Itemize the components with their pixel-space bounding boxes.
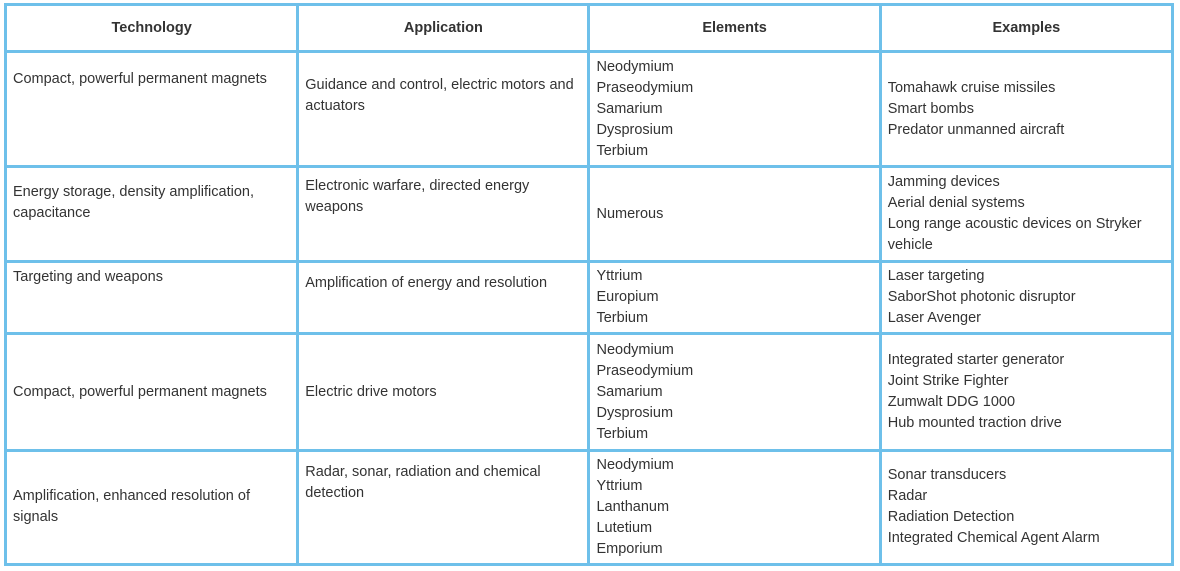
header-elements: Elements [589,5,880,52]
example-item: Aerial denial systems [887,195,1025,212]
table-row [6,262,1173,334]
example-item: Hub mounted traction drive [887,415,1062,432]
example-item: Laser targeting [887,268,985,285]
element-item: Neodymium [596,456,674,473]
example-item: Laser Avenger [887,310,981,327]
technology-text: Targeting and weapons [13,269,163,286]
table-row [6,450,1173,564]
application-text: Amplification of energy and resolution [305,275,548,292]
element-item: Praseodymium [596,79,694,96]
application-cell [298,167,589,262]
element-item: Praseodymium [596,362,694,379]
examples-cell [880,262,1172,334]
technology-text: Compact, powerful permanent magnets [13,71,267,87]
example-item: Zumwalt DDG 1000 [887,394,1016,411]
element-item: Yttrium [596,477,643,494]
element-item: Numerous [596,205,664,222]
table-row [6,334,1173,450]
header-technology: Technology [6,5,298,52]
table-row [6,52,1173,167]
example-item: Integrated starter generator [887,352,1065,369]
header-application: Application [298,5,589,52]
header-examples: Examples [880,5,1172,52]
element-item: Terbium [596,142,649,159]
technology-text: Amplification, enhanced resolution of signals [13,488,250,526]
technology-text: Compact, powerful permanent magnets [13,383,267,400]
element-item: Emporium [596,540,663,557]
examples-cell [880,52,1172,167]
application-text: Guidance and control, electric motors and actuators [305,77,574,114]
element-item: Dysprosium [596,404,674,421]
technology-cell [6,334,298,450]
elements-cell [589,167,880,262]
examples-cell [880,450,1172,564]
element-item: Neodymium [596,341,674,358]
examples-cell [880,334,1172,450]
application-cell [298,52,589,167]
example-item: Radar [887,488,928,505]
element-item: Lutetium [596,519,653,536]
technology-cell [6,262,298,334]
example-item: SaborShot photonic disruptor [887,289,1076,306]
example-item: Radiation Detection [887,509,1015,526]
element-item: Samarium [596,100,663,117]
example-item: Jamming devices [887,174,1000,191]
elements-cell [589,262,880,334]
elements-cell [589,334,880,450]
element-item: Samarium [596,383,663,400]
rare-earth-table [4,3,1174,566]
element-item: Lanthanum [596,498,670,515]
table-header-row [6,5,1173,52]
element-item: Terbium [596,425,649,442]
example-item: Long range acoustic devices on Stryker vehicle [887,216,1142,254]
technology-cell [6,167,298,262]
technology-text: Energy storage, density amplification, capacitance [13,184,254,222]
elements-cell [589,52,880,167]
example-item: Predator unmanned aircraft [887,121,1065,138]
element-item: Dysprosium [596,121,674,138]
example-item: Sonar transducers [887,467,1007,484]
application-cell [298,262,589,334]
example-item: Smart bombs [887,100,974,117]
application-cell [298,450,589,564]
technology-cell [6,450,298,564]
element-item: Terbium [596,310,649,327]
example-item: Joint Strike Fighter [887,373,1009,390]
elements-cell [589,450,880,564]
examples-cell [880,167,1172,262]
element-item: Europium [596,289,659,306]
element-item: Yttrium [596,268,643,285]
application-text: Electronic warfare, directed energy weapons [305,178,530,216]
application-text: Electric drive motors [305,383,437,400]
table-row [6,167,1173,262]
example-item: Integrated Chemical Agent Alarm [887,530,1100,547]
technology-cell [6,52,298,167]
element-item: Neodymium [596,58,674,75]
example-item: Tomahawk cruise missiles [887,79,1056,96]
application-cell [298,334,589,450]
application-text: Radar, sonar, radiation and chemical detection [305,463,541,501]
